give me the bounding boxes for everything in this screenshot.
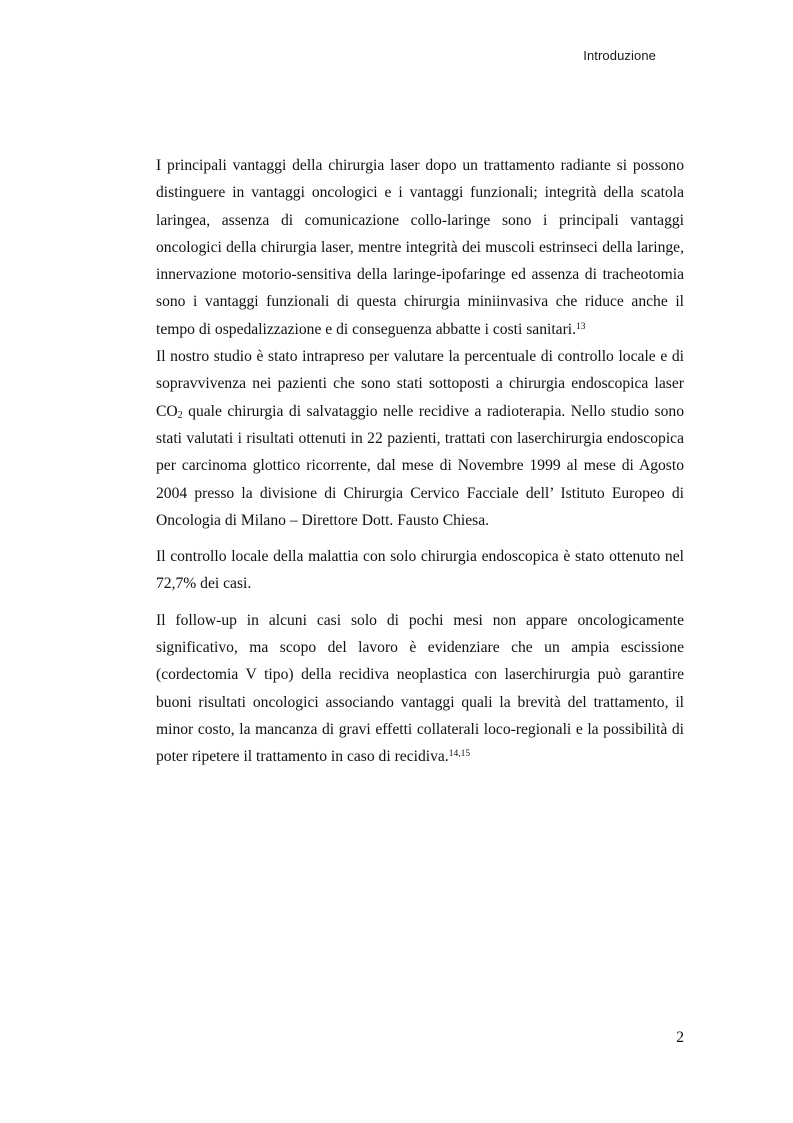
paragraph-follow-up <box>156 607 684 771</box>
footnote-ref-14-15: 14,15 <box>448 749 471 760</box>
paragraph-advantages <box>156 152 684 343</box>
paragraph-study-aim-text-2: quale chirurgia di salvataggio nelle recidive a radioterapia. Nello studio sono stati valutati i risultati ottenuti in 22 pazienti, trattati con laserchirurgia endoscopica per carcinoma glottico ricorrente, dal mese di Novembre 1999 al mese di Agosto 2004 presso la divisione di Chirurgia Cervico Facciale dell’ Istituto Europeo di Oncologia di Milano – Direttore Dott. Fausto Chiesa. <box>156 402 684 529</box>
paragraph-study-aim-text-1: Il nostro studio è stato intrapreso per valutare la percentuale di controllo locale e di sopravvivenza nei pazienti che sono stati sottoposti a chirurgia endoscopica laser CO <box>156 348 684 420</box>
running-header-title: Introduzione <box>583 48 656 63</box>
paragraph-follow-up-text: Il follow-up in alcuni casi solo di pochi mesi non appare oncologicamente significativo, ma scopo del lavoro è evidenziare che un ampia escissione (cordectomia V tipo) della recidiva neoplastica con laserchirurgia può garantire buoni risultati oncologici associando vantaggi quali la brevità del trattamento, il minor costo, la mancanza di gravi effetti collaterali loco-regionali e la possibilità di poter ripetere il trattamento in caso di recidiva. <box>156 611 684 766</box>
paragraph-study-aim <box>156 343 684 534</box>
page-number: 2 <box>676 1029 684 1046</box>
body-text <box>156 152 684 771</box>
paragraph-local-control-text: Il controllo locale della malattia con solo chirurgia endoscopica è stato ottenuto nel 72,7% dei casi. <box>156 548 684 593</box>
paragraph-local-control <box>156 543 684 598</box>
co2-subscript: 2 <box>177 409 183 421</box>
footnote-ref-13: 13 <box>576 321 586 332</box>
paragraph-advantages-text: I principali vantaggi della chirurgia laser dopo un trattamento radiante si possono distinguere in vantaggi oncologici e i vantaggi funzionali; integrità della scatola laringea, assenza di comunicazione collo-laringe sono i principali vantaggi oncologici della chirurgia laser, mentre integrità dei muscoli estrinseci della laringe, innervazione motorio-sensitiva della laringe-ipofaringe ed assenza di tracheotomia sono i vantaggi funzionali di questa chirurgia miniinvasiva che riduce anche il tempo di ospedalizzazione e di conseguenza abbatte i costi sanitari. <box>156 157 684 338</box>
